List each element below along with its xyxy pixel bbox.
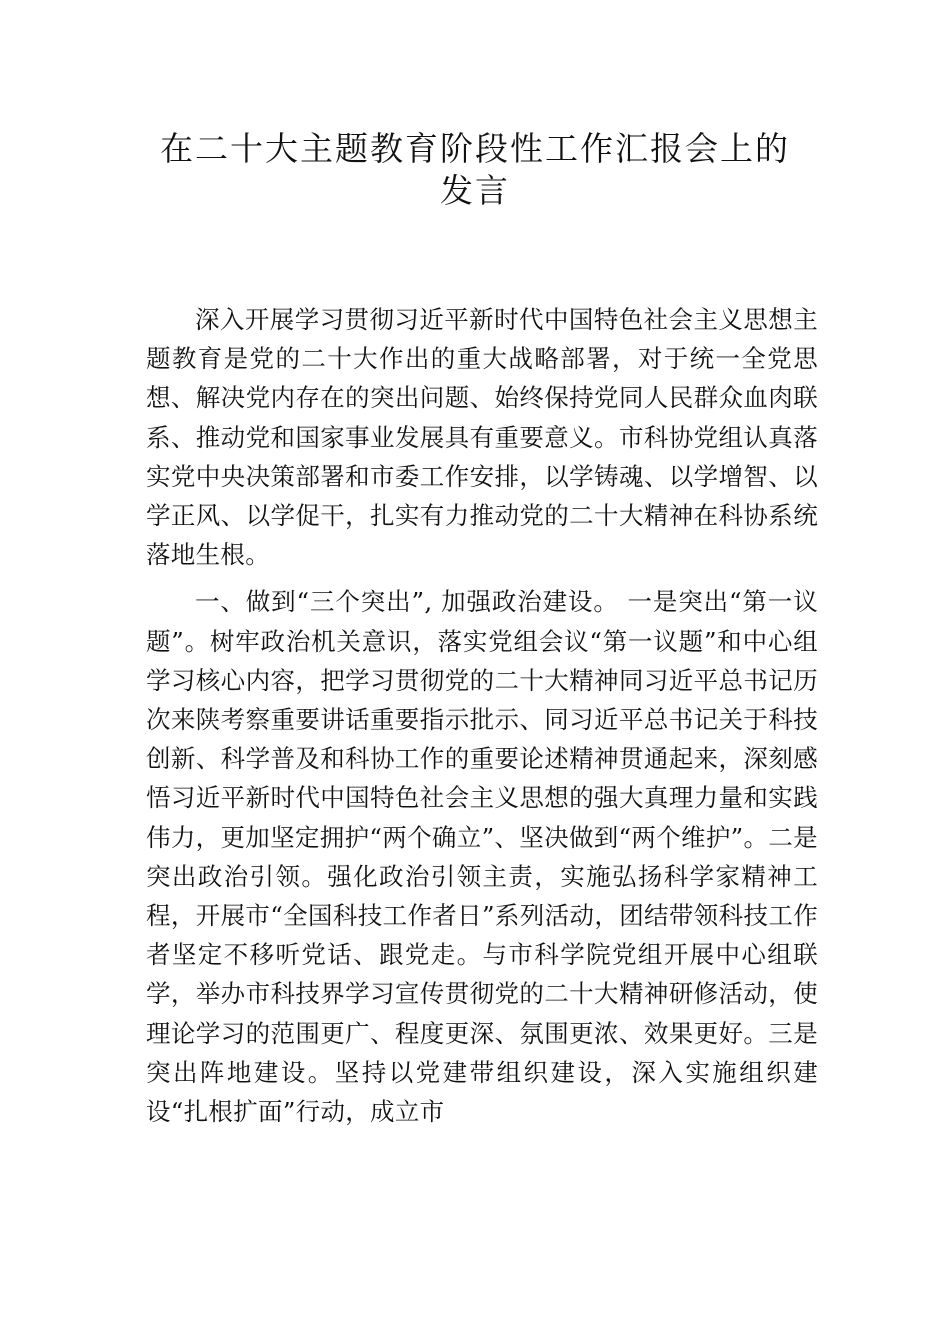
document-body <box>146 300 818 1131</box>
document-title <box>130 128 820 212</box>
title-line-1: 在二十大主题教育阶段性工作汇报会上的 <box>160 129 790 168</box>
paragraph-section-one: 一、做到“三个突出”, 加强政治建设。 一是突出“第一议题”。树牢政治机关意识，落实党组会议“第一议题”和中心组学习核心内容，把学习贯彻党的二十大精神同习近平总书记历次来陕考察重要讲话重要指示批示、同习近平总书记关于科技创新、科学普及和科协工作的重要论述精神贯通起来，深刻感悟习近平新时代中国特色社会主义思想的强大真理力量和实践伟力，更加坚定拥护“两个确立”、坚决做到“两个维护”。二是突出政治引领。强化政治引领主责，实施弘扬科学家精神工程，开展市“全国科技工作者日”系列活动，团结带领科技工作者坚定不移听党话、跟党走。与市科学院党组开展中心组联学，举办市科技界学习宣传贯彻党的二十大精神研修活动，使理论学习的范围更广、程度更深、氛围更浓、效果更好。三是突出阵地建设。坚持以党建带组织建设，深入实施组织建设“扎根扩面”行动，成立市 <box>146 587 818 1127</box>
paragraph-intro: 深入开展学习贯彻习近平新时代中国特色社会主义思想主题教育是党的二十大作出的重大战略部署，对于统一全党思想、解决党内存在的突出问题、始终保持党同人民群众血肉联系、推动党和国家事业发展具有重要意义。市科协党组认真落实党中央决策部署和市委工作安排，以学铸魂、以学增智、以学正风、以学促干，扎实有力推动党的二十大精神在科协系统落地生根。 <box>146 305 818 570</box>
title-line-2: 发言 <box>440 171 510 210</box>
